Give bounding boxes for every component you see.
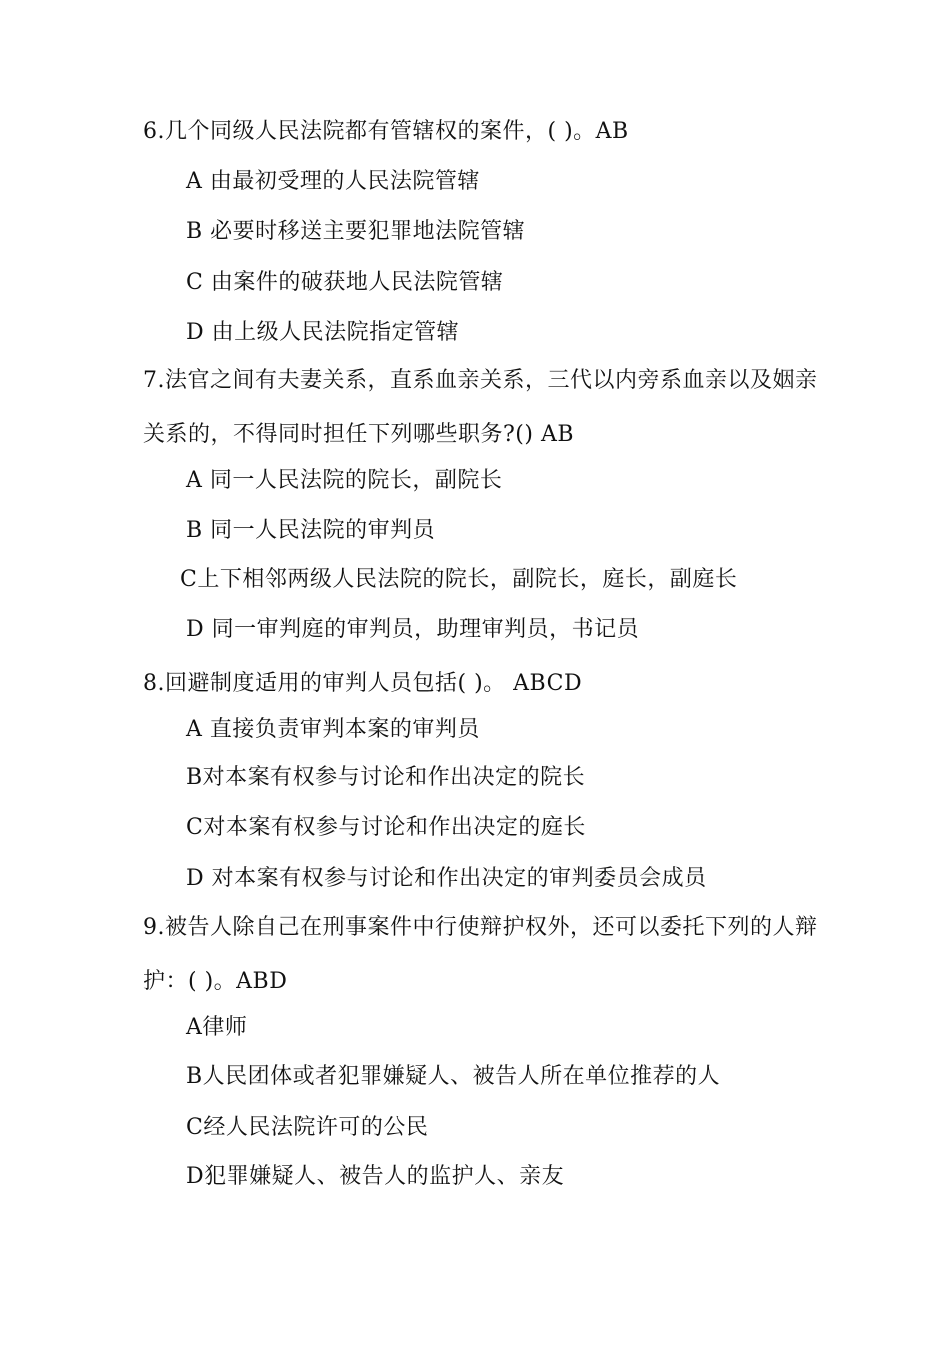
question-8-option-d: D 对本案有权参与讨论和作出决定的审判委员会成员	[186, 866, 707, 891]
question-7-option-a: A 同一人民法院的院长，副院长	[186, 468, 503, 493]
question-8-option-b: B对本案有权参与讨论和作出决定的院长	[186, 765, 586, 790]
question-9-line-1: 9.被告人除自己在刑事案件中行使辩护权外，还可以委托下列的人辩	[143, 915, 818, 940]
question-7-line-2: 关系的，不得同时担任下列哪些职务?() AB	[143, 422, 575, 447]
question-7-option-b: B 同一人民法院的审判员	[186, 518, 436, 543]
question-6-option-a: A 由最初受理的人民法院管辖	[186, 169, 480, 194]
question-9-option-b: B人民团体或者犯罪嫌疑人、被告人所在单位推荐的人	[186, 1064, 721, 1089]
question-9-option-c: C经人民法院许可的公民	[186, 1115, 429, 1140]
question-7-option-d: D 同一审判庭的审判员，助理审判员，书记员	[186, 617, 640, 642]
question-8-option-a: A 直接负责审判本案的审判员	[186, 717, 480, 742]
question-9-option-a: A律师	[186, 1015, 248, 1040]
question-6-option-c: C 由案件的破获地人民法院管辖	[186, 270, 504, 295]
question-6-option-d: D 由上级人民法院指定管辖	[186, 320, 460, 345]
question-8-option-c: C对本案有权参与讨论和作出决定的庭长	[186, 815, 586, 840]
question-8-line-1: 8.回避制度适用的审判人员包括( )。 ABCD	[143, 671, 583, 696]
question-9-option-d: D犯罪嫌疑人、被告人的监护人、亲友	[186, 1164, 565, 1189]
question-6-option-b: B 必要时移送主要犯罪地法院管辖	[186, 219, 526, 244]
question-9-line-2: 护：( )。ABD	[143, 969, 288, 994]
question-7-line-1: 7.法官之间有夫妻关系，直系血亲关系，三代以内旁系血亲以及姻亲	[143, 368, 818, 393]
question-7-option-c: C上下相邻两级人民法院的院长，副院长，庭长，副庭长	[180, 567, 738, 592]
question-6-line-1: 6.几个同级人民法院都有管辖权的案件，( )。AB	[143, 119, 629, 144]
